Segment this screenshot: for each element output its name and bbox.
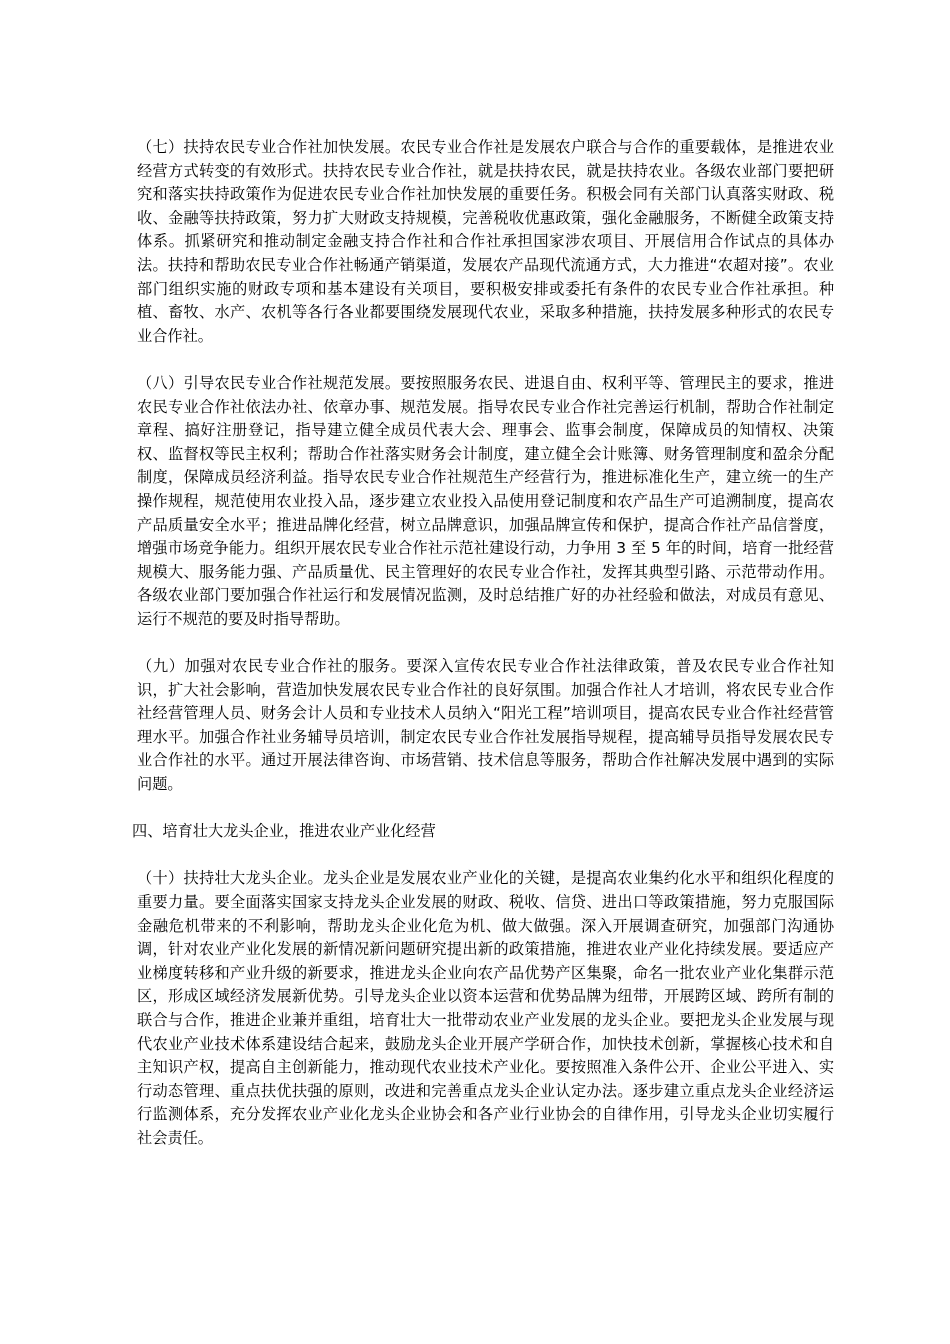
paragraph-8: （八）引导农民专业合作社规范发展。要按照服务农民、进退自由、权利平等、管理民主的要求，推进农民专业合作社依法办社、依章办事、规范发展。指导农民专业合作社完善运行机制，帮助合作社制定章程、搞好注册登记，指导建立健全成员代表大会、理事会、监事会制度，保障成员的知情权、决策权、监督权等民主权利；帮助合作社落实财务会计制度，建立健全会计账簿、财务管理制度和盈余分配制度，保障成员经济利益。指导农民专业合作社规范生产经营行为，推进标准化生产，建立统一的生产操作规程，规范使用农业投入品，逐步建立农业投入品使用登记制度和农产品生产可追溯制度，提高农产品质量安全水平；推进品牌化经营，树立品牌意识，加强品牌宣传和保护，提高合作社产品信誉度，增强市场竞争能力。组织开展农民专业合作社示范社建设行动，力争用 3 至 5 年的时间，培育一批经营规模大、服务能力强、产品质量优、民主管理好的农民专业合作社，发挥其典型引路、示范带动作用。各级农业部门要加强合作社运行和发展情况监测，及时总结推广好的办社经验和做法，对成员有意见、运行不规范的要及时指导帮助。 bbox=[137, 373, 834, 628]
paragraph-9: （九）加强对农民专业合作社的服务。要深入宣传农民专业合作社法律政策，普及农民专业合作社知识，扩大社会影响，营造加快发展农民专业合作社的良好氛围。加强合作社人才培训，将农民专业合作社经营管理人员、财务会计人员和专业技术人员纳入“阳光工程”培训项目，提高农民专业合作社经营管理水平。加强合作社业务辅导员培训，制定农民专业合作社发展指导规程，提高辅导员指导发展农民专业合作社的水平。通过开展法律咨询、市场营销、技术信息等服务，帮助合作社解决发展中遇到的实际问题。 bbox=[137, 657, 834, 794]
section-heading: 四、培育壮大龙头企业，推进农业产业化经营 bbox=[132, 822, 436, 841]
document-body bbox=[122, 136, 834, 1151]
paragraph-10: （十）扶持壮大龙头企业。龙头企业是发展农业产业化的关键，是提高农业集约化水平和组织化程度的重要力量。要全面落实国家支持龙头企业发展的财政、税收、信贷、进出口等政策措施，努力克服国际金融危机带来的不利影响，帮助龙头企业化危为机、做大做强。深入开展调查研究，加强部门沟通协调，针对农业产业化发展的新情况新问题研究提出新的政策措施，推进农业产业化持续发展。要适应产业梯度转移和产业升级的新要求，推进龙头企业向农产品优势产区集聚，命名一批农业产业化集群示范区，形成区域经济发展新优势。引导龙头企业以资本运营和优势品牌为纽带，开展跨区域、跨所有制的联合与合作，推进企业兼并重组，培育壮大一批带动农业产业发展的龙头企业。要把龙头企业发展与现代农业产业技术体系建设结合起来，鼓励龙头企业开展产学研合作，加快技术创新，掌握核心技术和自主知识产权，提高自主创新能力，推动现代农业技术产业化。要按照准入条件公开、企业公平进入、实行动态管理、重点扶优扶强的原则，改进和完善重点龙头企业认定办法。逐步建立重点龙头企业经济运行监测体系，充分发挥农业产业化龙头企业协会和各产业行业协会的自律作用，引导龙头企业切实履行社会责任。 bbox=[137, 869, 834, 1147]
paragraph-7: （七）扶持农民专业合作社加快发展。农民专业合作社是发展农户联合与合作的重要载体，是推进农业经营方式转变的有效形式。扶持农民专业合作社，就是扶持农民，就是扶持农业。各级农业部门要把研究和落实扶持政策作为促进农民专业合作社加快发展的重要任务。积极会同有关部门认真落实财政、税收、金融等扶持政策，努力扩大财政支持规模，完善税收优惠政策，强化金融服务，不断健全政策支持体系。抓紧研究和推动制定金融支持合作社和合作社承担国家涉农项目、开展信用合作试点的具体办法。扶持和帮助农民专业合作社畅通产销渠道，发展农产品现代流通方式，大力推进“农超对接”。农业部门组织实施的财政专项和基本建设有关项目，要积极安排或委托有条件的农民专业合作社承担。种植、畜牧、水产、农机等各行各业都要围绕发展现代农业，采取多种措施，扶持发展多种形式的农民专业合作社。 bbox=[137, 138, 834, 345]
